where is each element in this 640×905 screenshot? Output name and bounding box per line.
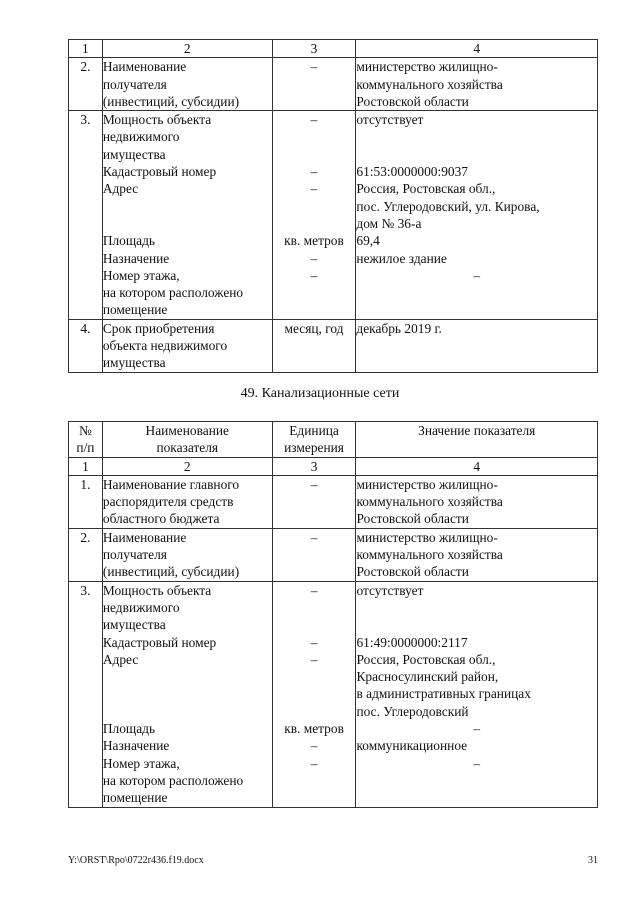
header-value: Значение показателя: [356, 422, 598, 458]
column-number-row: [69, 40, 598, 58]
indicator-value: отсутствует 61:49:0000000:2117 Россия, Ростовская обл., Красносулинский район, в административных границах пос. Углеродовский – коммуникационное –: [356, 581, 598, 807]
row-number: 2.: [69, 528, 103, 581]
indicator-name: Срок приобретения объекта недвижимого имущества: [102, 319, 272, 372]
col-num-3: 3: [272, 457, 356, 475]
table-continuation: [68, 39, 598, 373]
indicator-name: Мощность объекта недвижимого имущества Кадастровый номер Адрес Площадь Назначение Номер этажа, на котором расположено помещение: [102, 111, 272, 320]
col-num-3: 3: [272, 40, 356, 58]
indicator-name: Наименование главного распорядителя средств областного бюджета: [102, 475, 272, 528]
col-num-2: 2: [102, 457, 272, 475]
table-sewer-networks: [68, 421, 598, 808]
unit: –: [272, 475, 356, 528]
table-row: [69, 111, 598, 320]
header-name: Наименование показателя: [102, 422, 272, 458]
table-header: [69, 422, 598, 458]
unit: – – – кв. метров – –: [272, 581, 356, 807]
col-num-1: 1: [69, 457, 103, 475]
column-number-row: [69, 457, 598, 475]
indicator-name: Мощность объекта недвижимого имущества Кадастровый номер Адрес Площадь Назначение Номер этажа, на котором расположено помещение: [102, 581, 272, 807]
row-number: 2.: [69, 58, 103, 111]
row-number: 3.: [69, 581, 103, 807]
unit: –: [272, 58, 356, 111]
row-number: 1.: [69, 475, 103, 528]
row-number: 3.: [69, 111, 103, 320]
row-number: 4.: [69, 319, 103, 372]
indicator-name: Наименование получателя (инвестиций, субсидии): [102, 58, 272, 111]
col-num-1: 1: [69, 40, 103, 58]
col-num-2: 2: [102, 40, 272, 58]
footer-file-path: Y:\ORST\Rpo\0722r436.f19.docx: [68, 855, 204, 866]
table-row: [69, 319, 598, 372]
table-row: [69, 528, 598, 581]
header-unit: Единица измерения: [272, 422, 356, 458]
unit: – – – кв. метров – –: [272, 111, 356, 320]
col-num-4: 4: [356, 40, 598, 58]
col-num-4: 4: [356, 457, 598, 475]
indicator-value: министерство жилищно- коммунального хозяйства Ростовской области: [356, 58, 598, 111]
table-row: [69, 58, 598, 111]
indicator-name: Наименование получателя (инвестиций, субсидии): [102, 528, 272, 581]
indicator-value: декабрь 2019 г.: [356, 319, 598, 372]
unit: –: [272, 528, 356, 581]
unit: месяц, год: [272, 319, 356, 372]
table-row: [69, 475, 598, 528]
indicator-value: министерство жилищно- коммунального хозяйства Ростовской области: [356, 475, 598, 528]
indicator-value: отсутствует 61:53:0000000:9037 Россия, Ростовская обл., пос. Углеродовский, ул. Кирова, дом № 36-а 69,4 нежилое здание –: [356, 111, 598, 320]
page-number: 31: [588, 855, 598, 866]
header-num: № п/п: [69, 422, 103, 458]
table-row: [69, 581, 598, 807]
section-title: 49. Канализационные сети: [240, 386, 400, 401]
indicator-value: министерство жилищно- коммунального хозяйства Ростовской области: [356, 528, 598, 581]
